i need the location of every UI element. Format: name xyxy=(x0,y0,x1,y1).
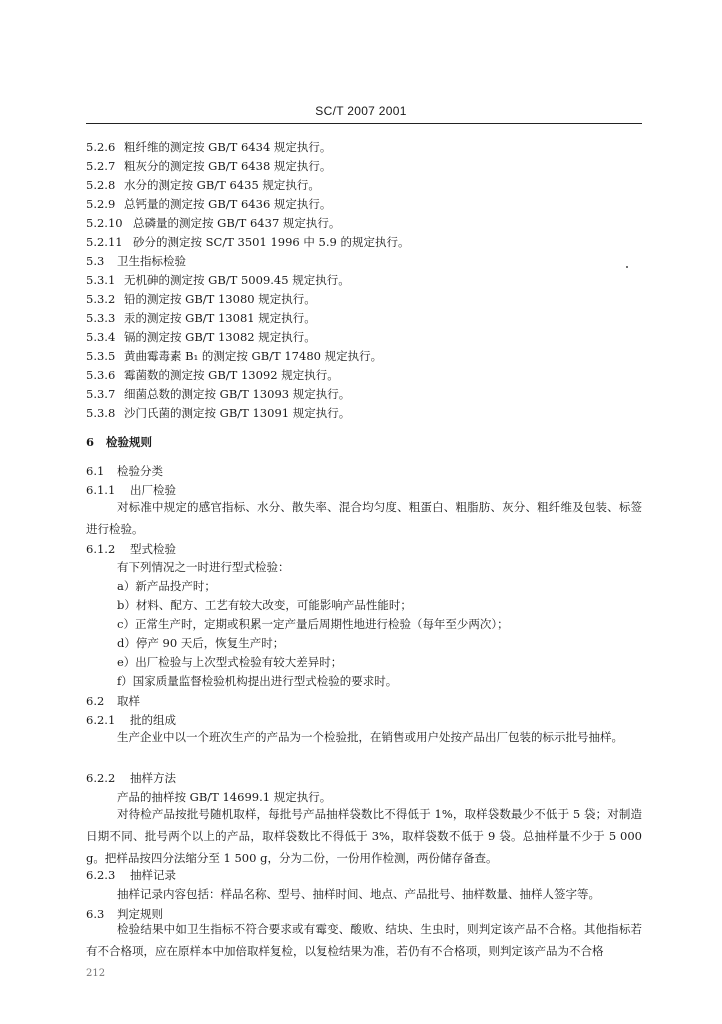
clause-number: 5.3.1 xyxy=(86,273,116,287)
list-item-e: e）出厂检验与上次型式检验有较大差异时； xyxy=(117,655,343,669)
paragraph-6-1-1: 对标准中规定的感官指标、水分、散失率、混合均匀度、粗蛋白、粗脂肪、灰分、粗纤维及包装、标签进行检验。 xyxy=(86,500,642,536)
chapter-6-heading xyxy=(86,434,152,450)
clause-5-2-8 xyxy=(86,177,320,193)
section-number: 6.1.1 xyxy=(86,483,116,497)
clause-number: 5.2.8 xyxy=(86,178,116,192)
section-title: 出厂检验 xyxy=(130,483,176,497)
chapter-number: 6 xyxy=(86,435,95,449)
section-number: 6.2.1 xyxy=(86,713,116,727)
section-title: 批的组成 xyxy=(130,713,176,727)
list-item-f: f）国家质量监督检验机构提出进行型式检验的要求时。 xyxy=(117,674,398,688)
clause-5-2-9 xyxy=(86,196,331,212)
clause-number: 5.2.9 xyxy=(86,197,116,211)
section-6-1-heading xyxy=(86,463,163,479)
clause-text: 细菌总数的测定按 GB/T 13093 规定执行。 xyxy=(124,387,351,401)
clause-text: 汞的测定按 GB/T 13081 规定执行。 xyxy=(124,311,316,325)
section-number: 6.2 xyxy=(86,694,105,708)
paragraph-6-1-2-intro: 有下列情况之一时进行型式检验： xyxy=(117,560,290,574)
clause-text: 霉菌数的测定按 GB/T 13092 规定执行。 xyxy=(124,368,339,382)
clause-text: 砂分的测定按 SC/T 3501 1996 中 5.9 的规定执行。 xyxy=(133,235,410,249)
clause-text: 粗灰分的测定按 GB/T 6438 规定执行。 xyxy=(124,159,332,173)
section-6-2-2-heading xyxy=(86,770,176,786)
clause-5-3-2 xyxy=(86,291,316,307)
clause-number: 5.3.4 xyxy=(86,330,116,344)
clause-text: 水分的测定按 GB/T 6435 规定执行。 xyxy=(124,178,320,192)
clause-5-3-7 xyxy=(86,386,350,402)
clause-5-2-10 xyxy=(86,215,340,231)
section-6-2-3-heading xyxy=(86,867,176,883)
page-number: 212 xyxy=(86,968,106,979)
header-rule xyxy=(86,123,642,124)
page-header: SC/T 2007 2001 xyxy=(315,104,407,118)
clause-number: 5.3.3 xyxy=(86,311,116,325)
section-6-2-heading xyxy=(86,693,140,709)
clause-5-2-11 xyxy=(86,234,409,250)
paragraph-6-2-1: 生产企业中以一个班次生产的产品为一个检验批，在销售或用户处按产品出厂包装的标示批号抽样。 xyxy=(117,730,623,744)
section-number: 6.2.3 xyxy=(86,868,116,882)
section-title: 型式检验 xyxy=(130,542,176,556)
clause-number: 5.3.5 xyxy=(86,349,116,363)
clause-number: 5.2.11 xyxy=(86,235,123,249)
section-number: 6.3 xyxy=(86,907,105,921)
clause-5-2-7 xyxy=(86,158,331,174)
scan-speck xyxy=(626,266,628,268)
clause-number: 5.3.6 xyxy=(86,368,116,382)
section-5-3-heading xyxy=(86,253,186,269)
section-title: 判定规则 xyxy=(117,907,163,921)
list-item-a: a）新产品投产时； xyxy=(117,579,216,593)
clause-number: 5.3.7 xyxy=(86,387,116,401)
section-number: 5.3 xyxy=(86,254,105,268)
clause-text: 黄曲霉毒素 B₁ 的测定按 GB/T 17480 规定执行。 xyxy=(124,349,383,363)
section-number: 6.1 xyxy=(86,464,105,478)
clause-number: 5.3.8 xyxy=(86,406,116,420)
clause-number: 5.3.2 xyxy=(86,292,116,306)
chapter-title: 检验规则 xyxy=(106,435,152,449)
section-title: 抽样方法 xyxy=(130,771,176,785)
clause-5-2-6 xyxy=(86,139,331,155)
clause-text: 铅的测定按 GB/T 13080 规定执行。 xyxy=(124,292,316,306)
clause-text: 总钙量的测定按 GB/T 6436 规定执行。 xyxy=(124,197,332,211)
clause-5-3-6 xyxy=(86,367,339,383)
clause-5-3-4 xyxy=(86,329,316,345)
clause-number: 5.2.7 xyxy=(86,159,116,173)
paragraph-6-2-2-a: 产品的抽样按 GB/T 14699.1 规定执行。 xyxy=(117,790,332,804)
clause-5-3-3 xyxy=(86,310,316,326)
clause-text: 沙门氏菌的测定按 GB/T 13091 规定执行。 xyxy=(124,406,351,420)
section-6-1-2-heading xyxy=(86,541,176,557)
section-title: 取样 xyxy=(117,694,140,708)
list-item-d: d）停产 90 天后，恢复生产时； xyxy=(117,636,285,650)
clause-5-3-5 xyxy=(86,348,382,364)
section-number: 6.2.2 xyxy=(86,771,116,785)
clause-text: 粗纤维的测定按 GB/T 6434 规定执行。 xyxy=(124,140,332,154)
paragraph-6-3: 检验结果中如卫生指标不符合要求或有霉变、酸败、结块、生虫时，则判定该产品不合格。其他指标若有不合格项，应在原样本中加倍取样复检，以复检结果为准，若仍有不合格项，则判定该产品为不合格 xyxy=(86,922,642,958)
section-title: 检验分类 xyxy=(117,464,163,478)
paragraph-6-2-3: 抽样记录内容包括：样品名称、型号、抽样时间、地点、产品批号、抽样数量、抽样人签字等。 xyxy=(117,887,600,901)
clause-text: 无机砷的测定按 GB/T 5009.45 规定执行。 xyxy=(124,273,350,287)
clause-5-3-1 xyxy=(86,272,350,288)
clause-5-3-8 xyxy=(86,405,350,421)
section-title: 抽样记录 xyxy=(130,868,176,882)
section-number: 6.1.2 xyxy=(86,542,116,556)
clause-text: 总磷量的测定按 GB/T 6437 规定执行。 xyxy=(133,216,341,230)
clause-text: 镉的测定按 GB/T 13082 规定执行。 xyxy=(124,330,316,344)
section-title: 卫生指标检验 xyxy=(117,254,186,268)
list-item-c: c）正常生产时，定期或积累一定产量后周期性地进行检验（每年至少两次）； xyxy=(117,617,509,631)
clause-number: 5.2.10 xyxy=(86,216,123,230)
clause-number: 5.2.6 xyxy=(86,140,116,154)
paragraph-6-2-2-b: 对待检产品按批号随机取样，每批号产品抽样袋数比不得低于 1%，取样袋数最少不低于 5 袋；对制造日期不同、批号两个以上的产品，取样袋数比不得低于 3%，取样袋数不低于 9 袋。总抽样量不少于 5 000 g。把样品按四分法缩分至 1 500 g，分为二份，一份用作检测，两份储存备查。 xyxy=(86,807,642,865)
list-item-b: b）材料、配方、工艺有较大改变，可能影响产品性能时； xyxy=(117,598,412,612)
